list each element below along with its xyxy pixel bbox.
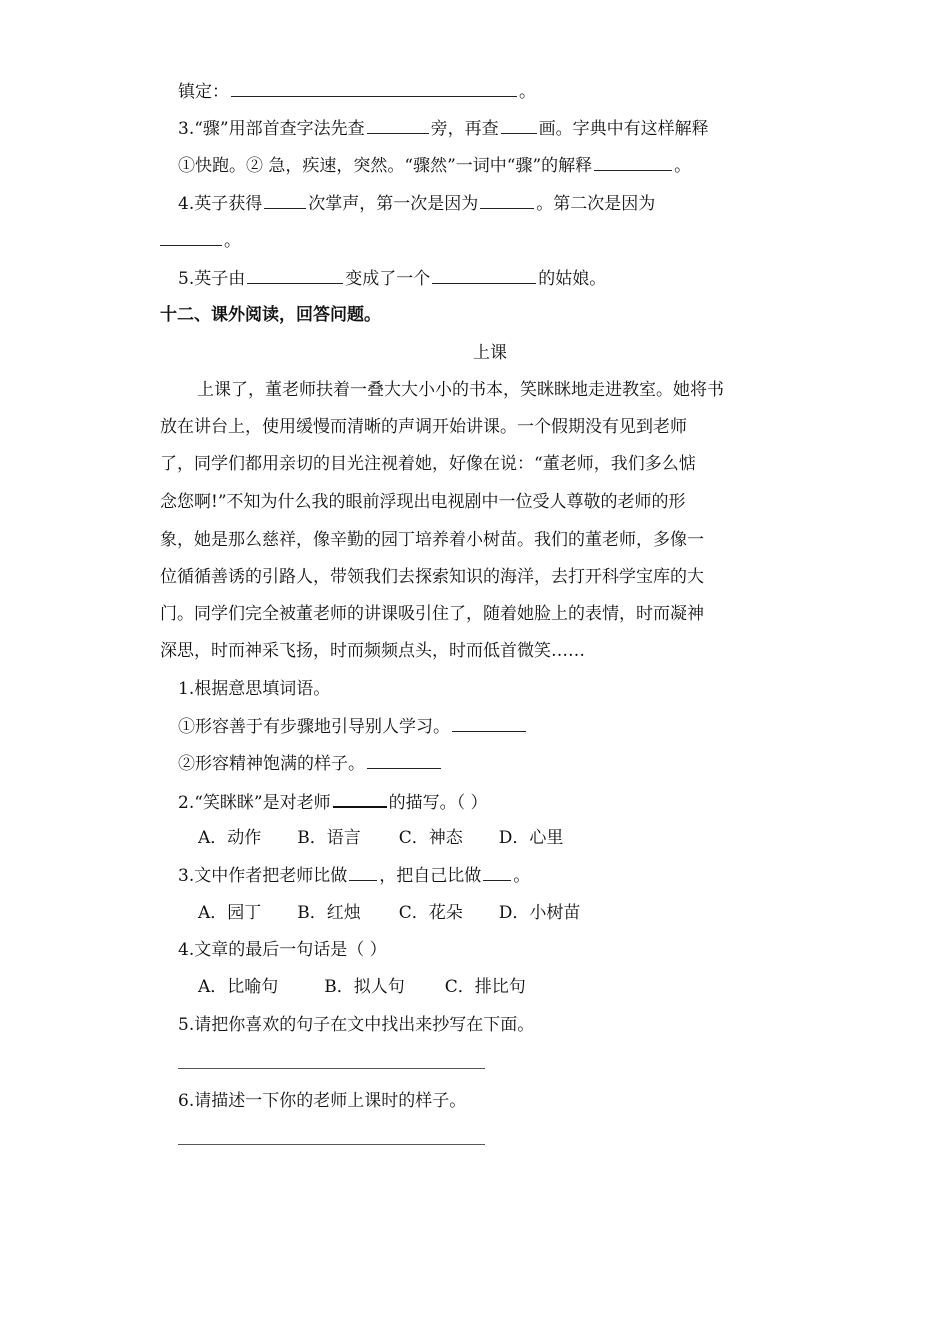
q4-line2: [160, 227, 241, 254]
answer-blank[interactable]: [480, 190, 534, 209]
q2-options: [198, 825, 563, 851]
option-a[interactable]: A．动作: [198, 828, 262, 848]
answer-blank[interactable]: [333, 788, 387, 808]
paragraph-line: 了，同学们都用亲切的目光注视着她，好像在说：“董老师，我们多么惦: [160, 454, 696, 474]
section-heading: 十二、课外阅读，回答问题。: [160, 305, 381, 325]
q1-item1: [178, 713, 528, 740]
q3-text-c: 。: [513, 866, 531, 886]
q1-stem: 1.根据意思填词语。: [178, 679, 331, 699]
line-end: 。: [674, 156, 692, 176]
q4-text-c: 。第二次是因为: [536, 194, 656, 214]
option-c[interactable]: C．排比句: [444, 977, 526, 997]
answer-blank[interactable]: [452, 713, 526, 732]
line-end: 。: [224, 231, 241, 251]
q2-stem: [178, 788, 488, 816]
answer-blank[interactable]: [501, 115, 537, 134]
option-b[interactable]: B．拟人句: [324, 977, 405, 997]
option-d[interactable]: D．心里: [498, 828, 564, 848]
q3-line2: [178, 152, 691, 179]
answer-blank[interactable]: [594, 152, 672, 171]
answer-blank[interactable]: [483, 862, 511, 881]
option-a[interactable]: A．比喻句: [198, 977, 279, 997]
answer-line[interactable]: [178, 1068, 485, 1069]
q3-line1: [178, 115, 709, 142]
option-a[interactable]: A．园丁: [198, 903, 262, 923]
option-d[interactable]: D．小树苗: [498, 903, 581, 923]
q5-text-c: 的姑娘。: [538, 269, 607, 289]
q3-text-a: 3.“骤”用部首查字法先查: [178, 119, 365, 139]
q3-text-b: ，把自己比做: [379, 866, 482, 886]
option-c[interactable]: C．神态: [398, 828, 463, 848]
q3-options: [198, 900, 580, 926]
q4-line1: [178, 190, 655, 217]
q3-text-c: 画。字典中有这样解释: [538, 119, 709, 139]
q3-text-a: 3.文中作者把老师比做: [178, 866, 348, 886]
option-b[interactable]: B．红烛: [297, 903, 361, 923]
q4-options: [198, 974, 526, 1000]
zhending-line: [178, 78, 536, 105]
paragraph-line: 放在讲台上，使用缓慢而清晰的声调开始讲课。一个假期没有见到老师: [160, 417, 687, 437]
option-b[interactable]: B．语言: [297, 828, 361, 848]
q2-text-a: 2.“笑眯眯”是对老师: [178, 793, 331, 813]
passage-title: 上课: [473, 343, 507, 363]
q5-line: [178, 265, 606, 292]
q6-stem: 6.请描述一下你的老师上课时的样子。: [178, 1091, 467, 1111]
line-end: 。: [519, 82, 536, 102]
q3-line2-text: ①快跑。② 急，疾速，突然。“骤然”一词中“骤”的解释: [178, 156, 593, 176]
answer-blank[interactable]: [231, 78, 517, 97]
answer-blank[interactable]: [432, 265, 536, 284]
paragraph-line: 深思，时而神采飞扬，时而频频点头，时而低首微笑……: [160, 641, 585, 661]
q4-text-a: 4.英子获得: [178, 194, 263, 214]
answer-blank[interactable]: [264, 190, 306, 209]
q4-stem: 4.文章的最后一句话是（ ）: [178, 940, 387, 960]
q3-text-b: 旁，再查: [430, 119, 499, 139]
zhending-label: 镇定：: [178, 82, 229, 102]
answer-blank[interactable]: [367, 115, 429, 134]
paragraph-line: 门。同学们完全被董老师的讲课吸引住了，随着她脸上的表情，时而凝神: [160, 604, 704, 624]
q1-item2-text: ②形容精神饱满的样子。: [178, 754, 365, 774]
q3-stem: [178, 862, 530, 889]
paragraph-line: 象，她是那么慈祥，像辛勤的园丁培养着小树苗。我们的董老师，多像一: [160, 530, 704, 550]
answer-line[interactable]: [178, 1144, 485, 1145]
q5-stem: 5.请把你喜欢的句子在文中找出来抄写在下面。: [178, 1015, 535, 1035]
answer-blank[interactable]: [160, 227, 222, 246]
q1-item1-text: ①形容善于有步骤地引导别人学习。: [178, 717, 450, 737]
q4-text-b: 次掌声，第一次是因为: [308, 194, 479, 214]
q5-text-a: 5.英子由: [178, 269, 246, 289]
answer-blank[interactable]: [247, 265, 343, 284]
answer-blank[interactable]: [349, 862, 377, 881]
paragraph-line: 上课了，董老师扶着一叠大大小小的书本，笑眯眯地走进教室。她将书: [197, 380, 724, 400]
answer-blank[interactable]: [367, 750, 441, 769]
q5-text-b: 变成了一个: [345, 269, 431, 289]
paragraph-line: 位循循善诱的引路人，带领我们去探索知识的海洋，去打开科学宝库的大: [160, 567, 704, 587]
q2-text-b: 的描写。（ ）: [388, 793, 488, 813]
option-c[interactable]: C．花朵: [398, 903, 463, 923]
q1-item2: [178, 750, 443, 777]
paragraph-line: 念您啊!”不知为什么我的眼前浮现出电视剧中一位受人尊敬的老师的形: [160, 492, 686, 512]
